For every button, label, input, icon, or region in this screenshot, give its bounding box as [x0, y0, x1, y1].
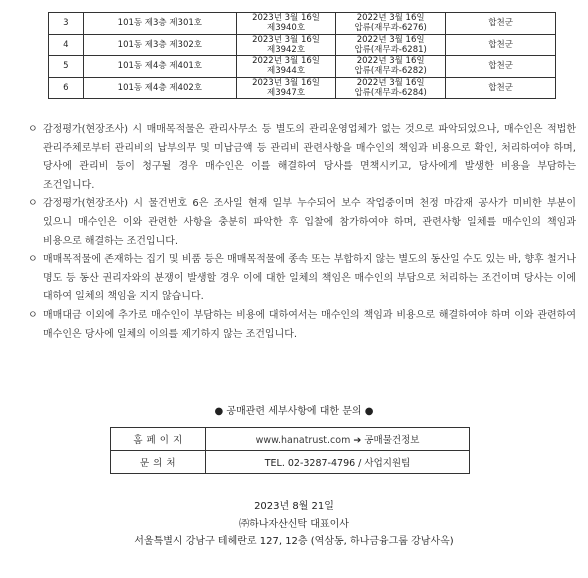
unit-address [83, 56, 236, 78]
registration-info [237, 34, 336, 56]
unit-number-no: 3 [63, 18, 69, 29]
registration-info-reg-date: 2023년 3월 16일 [252, 34, 320, 45]
creditor-note: 합천군 [488, 18, 513, 29]
bullet-circle-icon: ㅇ [28, 198, 38, 210]
arrow-right-icon: ➔ [353, 435, 362, 446]
unit-number-no: 5 [63, 61, 69, 72]
condition-item [28, 195, 576, 251]
bullet-circle-icon: ㅇ [28, 309, 38, 321]
creditor-note: 합천군 [488, 61, 513, 72]
seizure-info [336, 13, 446, 35]
homepage-row [111, 428, 470, 451]
unit-address-address: 101동 제4층 제401호 [117, 61, 202, 72]
table-row [49, 56, 556, 78]
unit-address [83, 34, 236, 56]
seizure-info [336, 77, 446, 99]
seizure-info-prov-date: 2022년 3월 16일 [356, 56, 425, 67]
creditor [446, 13, 556, 35]
contact-row [111, 451, 470, 474]
creditor [446, 34, 556, 56]
homepage-link[interactable]: www.hanatrust.com [255, 435, 351, 446]
creditor [446, 56, 556, 78]
creditor-note: 합천군 [488, 39, 513, 50]
condition-item [28, 121, 576, 195]
table-row [49, 13, 556, 35]
unit-number [49, 56, 84, 78]
unit-number-no: 6 [63, 82, 69, 93]
unit-number [49, 77, 84, 99]
unit-address-address: 101동 제3층 제301호 [117, 18, 202, 29]
registration-info-reg-date: 2023년 3월 16일 [252, 13, 320, 24]
unit-address [83, 77, 236, 99]
condition-text: 매매대금 이외에 추가로 매수인이 부담하는 비용에 대하여서는 매수인의 책임과 비용으로 해결하여야 하며 이와 관련하여 매수인은 당사에 일체의 이의를 제기하지 않는 조건입니다. [43, 309, 576, 340]
registration-info [237, 56, 336, 78]
registration-info-reg-no: 제3944호 [267, 66, 306, 77]
seizure-info-prov-no: 압류(재무과-6284) [354, 87, 427, 98]
creditor [446, 77, 556, 99]
homepage-target: 공매물건정보 [364, 435, 420, 446]
unit-address-address: 101동 제3층 제302호 [117, 39, 202, 50]
seizure-info-prov-date: 2022년 3월 16일 [356, 34, 425, 45]
condition-item [28, 251, 576, 307]
seizure-info-prov-no: 압류(재무과-6276) [354, 23, 427, 34]
bullet-circle-icon: ㅇ [28, 254, 38, 266]
unit-number-no: 4 [63, 39, 69, 50]
seizure-info [336, 34, 446, 56]
registration-info [237, 13, 336, 35]
condition-item [28, 307, 576, 344]
unit-number [49, 34, 84, 56]
notice-date: 2023년 8월 21일 [254, 501, 334, 512]
seizure-info-prov-no: 압류(재무과-6281) [354, 44, 427, 55]
seizure-info-prov-date: 2022년 3월 16일 [356, 13, 425, 24]
registration-info [237, 77, 336, 99]
homepage-label: 홈 페 이 지 [111, 428, 206, 451]
seizure-info-prov-no: 압류(재무과-6282) [354, 66, 427, 77]
registration-info-reg-date: 2022년 3월 16일 [252, 56, 320, 67]
issuer-name: ㈜하나자산신탁 대표이사 [239, 519, 349, 530]
registration-info-reg-no: 제3942호 [267, 44, 306, 55]
registration-info-reg-no: 제3940호 [267, 23, 306, 34]
unit-address-address: 101동 제4층 제402호 [117, 82, 202, 93]
contact-table [110, 427, 470, 474]
contact-label: 문 의 처 [111, 451, 206, 474]
lots-table [48, 12, 556, 99]
condition-text: 감정평가(현장조사) 시 매매목적물은 관리사무소 등 별도의 관리운영업체가 없는 것으로 파악되었으나, 매수인은 적법한 관리주체로부터 관리비의 납부의무 및 미납금액 등 관리비 관련사항을 매수인의 책임과 비용으로 확인, 처리하여야 하며, 당사에 관리비 등이 청구될 경우 매수인은 이를 해결하여 당사를 면책시키고, 당사에게 발생한 비용을 부담하는 조건입니다. [43, 124, 576, 191]
seizure-info [336, 56, 446, 78]
homepage-cell [206, 428, 470, 451]
registration-info-reg-date: 2023년 3월 16일 [252, 77, 320, 88]
seizure-info-prov-date: 2022년 3월 16일 [356, 77, 425, 88]
issuer-address: 서울특별시 강남구 테헤란로 127, 12층 (역삼동, 하나금융그룹 강남사옥) [134, 536, 454, 547]
table-row [49, 34, 556, 56]
condition-text: 감정평가(현장조사) 시 물건번호 6은 조사일 현재 일부 누수되어 보수 작업중이며 천정 마감재 공사가 미비한 부분이 있으니 매수인은 이와 관련한 사항을 충분히 파악한 후 입찰에 참가하여야 하며, 관련사항 일체를 매수인의 책임과 비용으로 해결하는 조건입니다. [43, 198, 576, 247]
unit-address [83, 13, 236, 35]
creditor-note: 합천군 [488, 82, 513, 93]
registration-info-reg-no: 제3947호 [267, 87, 306, 98]
inquiry-title: ● 공매관련 세부사항에 대한 문의 ● [214, 406, 374, 417]
unit-number [49, 13, 84, 35]
conditions-list [28, 121, 576, 344]
bullet-circle-icon: ㅇ [28, 124, 38, 135]
condition-text: 매매목적물에 존재하는 집기 및 비품 등은 매매목적물에 종속 또는 부합하지 않는 별도의 동산일 수도 있는 바, 향후 철거나 명도 등 동산 권리자와의 분쟁이 발생할 경우 이에 대한 일체의 책임은 매수인의 부담으로 처리하는 조건이며 당사는 이에 대하여 일체의 책임을 지지 않습니다. [43, 254, 576, 303]
contact-value: TEL. 02-3287-4796 / 사업지원팀 [206, 451, 470, 474]
table-row [49, 77, 556, 99]
